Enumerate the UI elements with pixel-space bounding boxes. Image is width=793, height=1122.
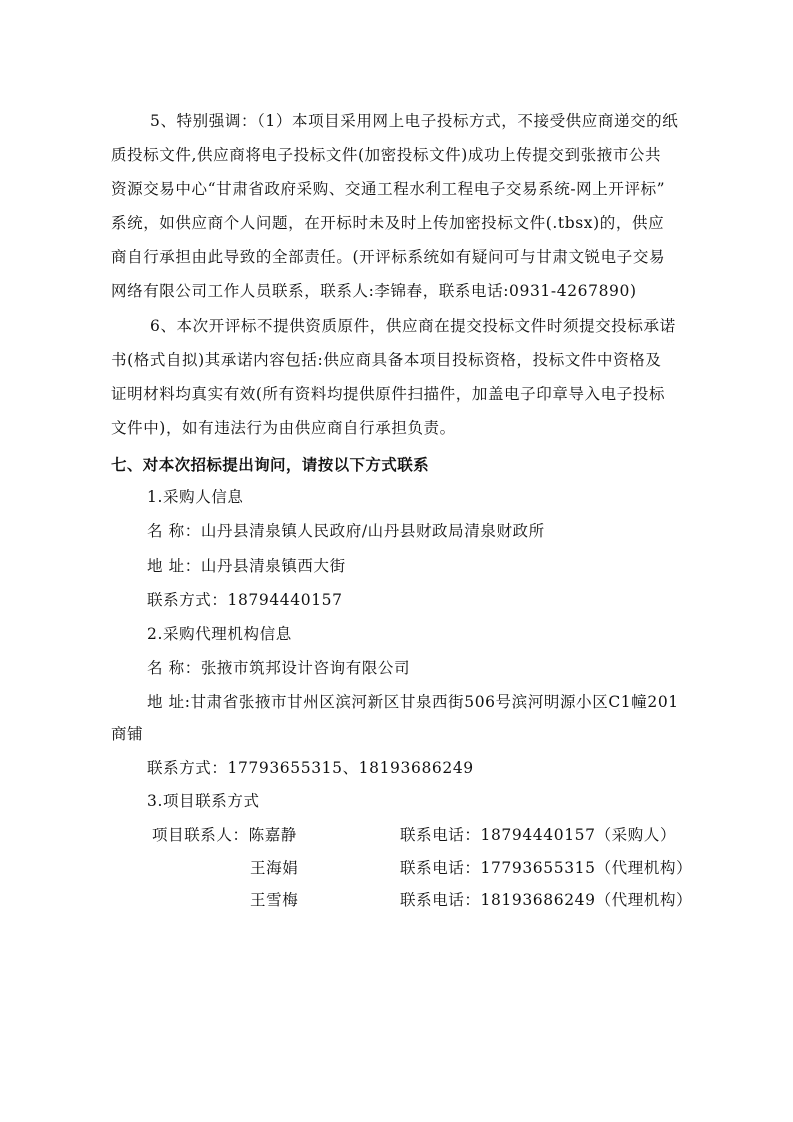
paragraph-5-line-1: 5、特别强调：（1）本项目采用网上电子投标方式，不接受供应商递交的纸 [150, 112, 679, 130]
paragraph-5-line-2: 质投标文件,供应商将电子投标文件(加密投标文件)成功上传提交到张掖市公共 [111, 146, 662, 164]
purchaser-address: 地 址：山丹县清泉镇西大街 [147, 557, 346, 575]
paragraph-5-line-5: 商自行承担由此导致的全部责任。(开评标系统如有疑问可与甘肃文锐电子交易 [111, 248, 666, 266]
contact-phone-1: 联系电话：18794440157（采购人） [400, 826, 677, 844]
purchaser-name: 名 称：山丹县清泉镇人民政府/山丹县财政局清泉财政所 [147, 522, 545, 540]
purchaser-contact: 联系方式：18794440157 [147, 591, 343, 609]
purchaser-info-title: 1.采购人信息 [147, 488, 244, 506]
paragraph-6-line-4: 文件中)，如有违法行为由供应商自行承担负责。 [111, 419, 456, 437]
agency-address-line-2: 商铺 [111, 725, 144, 743]
contact-phone-3: 联系电话：18193686249（代理机构） [400, 891, 693, 909]
paragraph-6-line-1: 6、本次开评标不提供资质原件，供应商在提交投标文件时须提交投标承诺 [150, 317, 676, 335]
contact-person-2: 王海娟 [250, 859, 299, 877]
agency-address-line-1: 地 址:甘肃省张掖市甘州区滨河新区甘泉西街506号滨河明源小区C1幢201 [147, 693, 679, 711]
paragraph-5-line-3: 资源交易中心“甘肃省政府采购、交通工程水利工程电子交易系统-网上开评标” [111, 180, 666, 198]
agency-info-title: 2.采购代理机构信息 [147, 625, 292, 643]
paragraph-5-line-4: 系统，如供应商个人问题，在开标时未及时上传加密投标文件(.tbsx)的，供应 [111, 214, 665, 232]
contact-person-3: 王雪梅 [250, 891, 299, 909]
contact-person-1: 项目联系人：陈嘉静 [152, 826, 297, 844]
agency-name: 名 称：张掖市筑邦设计咨询有限公司 [147, 659, 411, 677]
contact-phone-2: 联系电话：17793655315（代理机构） [400, 859, 693, 877]
section-7-heading: 七、对本次招标提出询问，请按以下方式联系 [111, 456, 430, 474]
project-contact-title: 3.项目联系方式 [147, 792, 260, 810]
paragraph-5-line-6: 网络有限公司工作人员联系，联系人:李锦春，联系电话:0931-4267890) [111, 282, 637, 300]
agency-contact: 联系方式：17793655315、18193686249 [147, 759, 474, 777]
paragraph-6-line-3: 证明材料均真实有效(所有资料均提供原件扫描件，加盖电子印章导入电子投标 [111, 385, 666, 403]
paragraph-6-line-2: 书(格式自拟)其承诺内容包括:供应商具备本项目投标资格，投标文件中资格及 [111, 351, 662, 369]
